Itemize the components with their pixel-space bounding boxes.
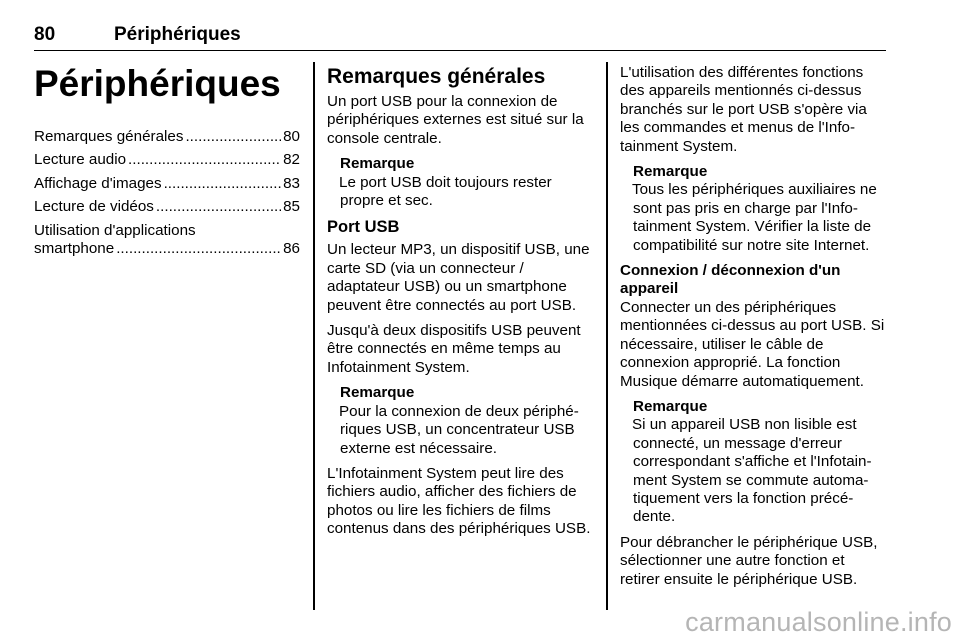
paragraph: Un lecteur MP3, un dispositif USB, une carte SD (via un connecteur / adaptateur USB) ou un smartphone peuvent être connectés au port USB. xyxy=(327,241,590,314)
column-divider-left xyxy=(313,62,315,610)
toc-entry[interactable] xyxy=(34,151,300,169)
toc-entry[interactable] xyxy=(34,198,300,216)
toc-leader xyxy=(156,198,281,216)
toc-label: Affichage d'images xyxy=(34,174,162,192)
toc-page: 86 xyxy=(283,240,300,258)
toc-entry[interactable] xyxy=(34,128,300,146)
paragraph: L'Infotainment System peut lire des fichiers audio, afficher des fichiers de photos ou lire les fichiers de films contenus dans des périphériques USB. xyxy=(327,464,591,538)
toc-label-line1: Utilisation d'applications xyxy=(34,221,196,239)
note-block xyxy=(340,384,593,458)
note-block xyxy=(633,398,886,527)
table-of-contents xyxy=(34,128,300,258)
toc-label: Remarques générales xyxy=(34,128,184,145)
paragraph: L'utilisation des différentes fonctions des appareils mentionnés ci-dessus branchés sur le port USB s'opère via les commandes et menus de l'Info‐tainment System. xyxy=(620,64,867,155)
chapter-column xyxy=(34,64,300,263)
chapter-title: Périphériques xyxy=(34,63,281,104)
toc-leader xyxy=(128,151,281,169)
subsection-heading: Connexion / déconnexion d'un appareil xyxy=(620,262,841,298)
toc-label: smartphone xyxy=(34,240,115,258)
paragraph: Pour débrancher le périphérique USB, sélectionner une autre fonction et retirer ensuite le périphérique USB. xyxy=(620,533,878,588)
toc-leader xyxy=(116,240,281,258)
right-column xyxy=(620,64,886,596)
subsection-heading: Port USB xyxy=(327,218,400,237)
note-body: Pour la connexion de deux périphé‐riques USB, un concentrateur USB externe est nécessaire. xyxy=(339,402,579,457)
toc-page: 85 xyxy=(283,198,300,216)
note-block xyxy=(340,155,593,210)
section-heading: Remarques générales xyxy=(327,65,546,88)
note-title: Remarque xyxy=(633,397,708,415)
page-header xyxy=(34,22,886,51)
toc-page: 83 xyxy=(283,174,300,192)
paragraph: Un port USB pour la connexion de périphériques externes est situé sur la console centrale. xyxy=(327,93,584,147)
toc-leader xyxy=(185,128,281,146)
note-body: Si un appareil USB non lisible est connecté, un message d'erreur correspondant s'affiche et l'Infotain‐ment System se commute automa‐tiquement vers la fonction précé‐dente. xyxy=(632,416,872,526)
toc-entry[interactable] xyxy=(34,222,300,259)
toc-page: 80 xyxy=(283,128,300,145)
note-body: Le port USB doit toujours rester propre et sec. xyxy=(339,173,552,210)
note-title: Remarque xyxy=(633,163,708,181)
paragraph: Jusqu'à deux dispositifs USB peuvent être connectés en même temps au Infotainment System. xyxy=(327,322,581,376)
page-number: 80 xyxy=(34,24,56,45)
middle-column xyxy=(327,64,593,546)
toc-label: Lecture audio xyxy=(34,151,127,169)
paragraph: Connecter un des périphériques mentionnées ci-dessus au port USB. Si nécessaire, utiliser le câble de connexion approprié. La fonction Musique démarre automatiquement. xyxy=(620,298,885,390)
note-title: Remarque xyxy=(340,155,415,173)
watermark: carmanualsonline.info xyxy=(685,607,952,637)
running-title: Périphériques xyxy=(114,24,241,45)
column-divider-right xyxy=(606,62,608,610)
toc-page: 82 xyxy=(283,151,300,169)
toc-leader xyxy=(164,175,282,193)
note-title: Remarque xyxy=(340,384,415,402)
toc-entry[interactable] xyxy=(34,175,300,193)
note-block xyxy=(633,163,886,255)
note-body: Tous les périphériques auxiliaires ne sont pas pris en charge par l'Info‐tainment System. Vérifier la liste de compatibilité sur notre site Internet. xyxy=(632,181,877,254)
toc-label: Lecture de vidéos xyxy=(34,198,154,216)
